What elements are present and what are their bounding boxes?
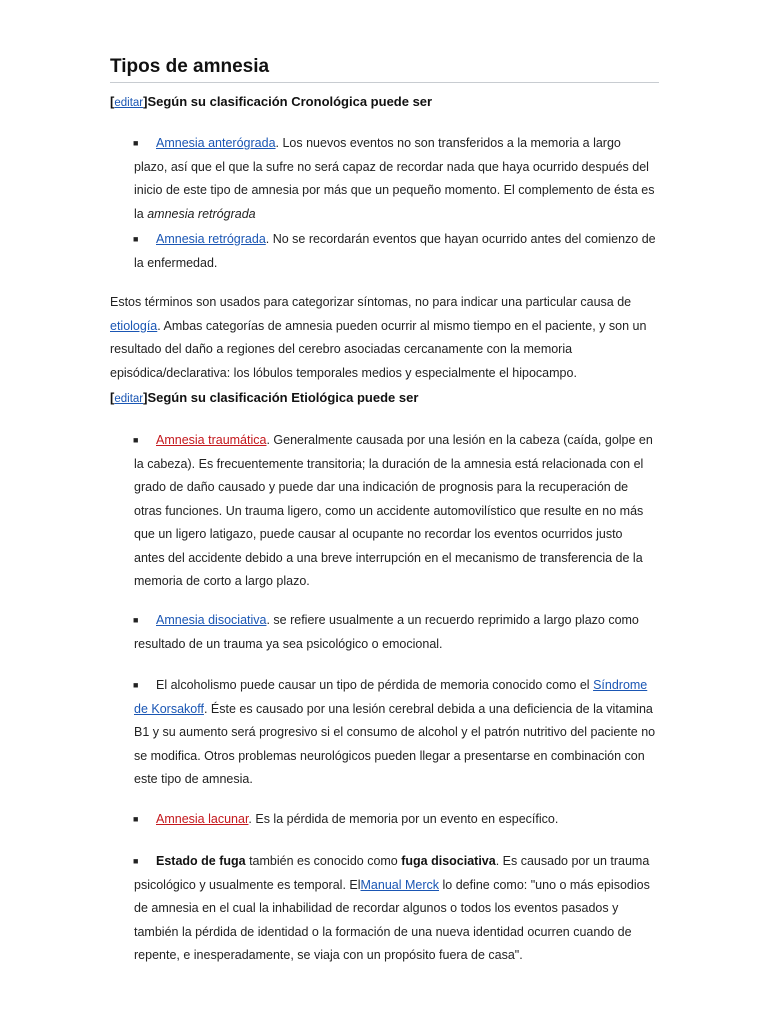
list-item-text: . Los nuevos eventos no son transferidos a la memoria a largo plazo, así que el que la sufre no será capaz de recordar nada que haya ocurrido después del inicio de este tipo de amnesia por más que un pequeño momento. El complemento de ésta es la <box>134 136 655 221</box>
square-bullet-icon: ■ <box>133 856 139 866</box>
edit-link-section-1[interactable]: editar <box>114 97 144 109</box>
paragraph-text: . Ambas categorías de amnesia pueden ocurrir al mismo tiempo en el paciente, y son un resultado del daño a regiones del cerebro asociadas cercanamente con la memoria episódica/declarativa: los lóbulos temporales medios y especialmente el hipocampo. <box>110 318 647 380</box>
list-item <box>134 808 656 832</box>
list-item <box>134 132 656 226</box>
list-item <box>134 609 656 656</box>
link-amnesia-traumatica[interactable]: Amnesia traumática <box>156 433 267 447</box>
section-heading-etiologica: [editar]Según su clasificación Etiológica puede ser <box>110 390 419 405</box>
list-item <box>134 674 656 792</box>
term-fuga-disociativa: fuga disociativa <box>401 854 496 868</box>
link-amnesia-anterograda[interactable]: Amnesia anterógrada <box>156 136 276 150</box>
link-amnesia-retrograda[interactable]: Amnesia retrógrada <box>156 232 266 246</box>
list-item-text: también es conocido como <box>245 854 402 868</box>
link-amnesia-disociativa[interactable]: Amnesia disociativa <box>156 613 267 627</box>
title-divider <box>110 82 659 83</box>
edit-link-section-2[interactable]: editar <box>114 393 144 405</box>
link-sindrome-korsakoff[interactable]: Síndrome de Korsakoff <box>134 678 648 716</box>
paragraph-text: Estos términos son usados para categorizar síntomas, no para indicar una particular causa de <box>110 295 632 309</box>
link-etiologia[interactable]: etiología <box>110 318 158 333</box>
list-item-text: . Generalmente causada por una lesión en la cabeza (caída, golpe en la cabeza). Es frecuentemente transitoria; la duración de la amnesia está relacionada con el grado de daño causado y puede dar una indicación de prognosis para la recuperación de otras funciones. Un trauma ligero, como un accidente automovilístico que resulte en no más que un ligero latigazo, puede causar al ocupante no recordar los eventos ocurridos justo antes del accidente debido a una breve interrupción en el mecanismo de transferencia de la memoria de corto a largo plazo. <box>134 433 653 588</box>
square-bullet-icon: ■ <box>133 615 139 625</box>
body-paragraph <box>110 291 658 385</box>
list-item-text: . Es la pérdida de memoria por un evento en específico. <box>248 812 559 826</box>
list-item <box>134 429 656 594</box>
list-item-text: lo define como: "uno o más episodios de amnesia en el cual la inhabilidad de recordar algunos o todos los eventos pasados y también la pérdida de identidad o la formación de una nueva identidad ocurren cuando de repente, e inesperadamente, se viaja con un propósito fuera de casa". <box>134 877 650 962</box>
square-bullet-icon: ■ <box>133 234 139 244</box>
list-item-text: El alcoholismo puede causar un tipo de pérdida de memoria conocido como el <box>156 678 594 692</box>
term-estado-de-fuga: Estado de fuga <box>156 854 246 868</box>
link-amnesia-lacunar[interactable]: Amnesia lacunar <box>156 812 249 826</box>
list-item <box>134 850 656 968</box>
section-heading-cronologica: [editar]Según su clasificación Cronológica puede ser <box>110 94 433 109</box>
square-bullet-icon: ■ <box>133 435 139 445</box>
section-1-title: Según su clasificación Cronológica puede ser <box>147 94 433 109</box>
link-manual-merck[interactable]: Manual Merck <box>360 877 440 892</box>
list-item-text: . Éste es causado por una lesión cerebral debida a una deficiencia de la vitamina B1 y su aumento será progresivo si el consumo de alcohol y el patrón nutritivo del paciente no se modifica. Otros problemas neurológicos pueden llegar a presentarse en combinación con este tipo de amnesia. <box>134 701 656 786</box>
list-item-text: . Es causado por un trauma psicológico y usualmente es temporal. El <box>134 854 650 892</box>
section-2-title: Según su clasificación Etiológica puede ser <box>147 390 419 405</box>
list-item <box>134 228 656 275</box>
square-bullet-icon: ■ <box>133 138 139 148</box>
page-title: Tipos de amnesia <box>110 56 270 77</box>
list-item-italic: amnesia retrógrada <box>147 206 256 221</box>
square-bullet-icon: ■ <box>133 680 139 690</box>
list-item-text: . No se recordarán eventos que hayan ocurrido antes del comienzo de la enfermedad. <box>134 232 656 270</box>
list-item-text: . se refiere usualmente a un recuerdo reprimido a largo plazo como resultado de un trauma ya sea psicológico o emocional. <box>134 613 639 651</box>
square-bullet-icon: ■ <box>133 814 139 824</box>
